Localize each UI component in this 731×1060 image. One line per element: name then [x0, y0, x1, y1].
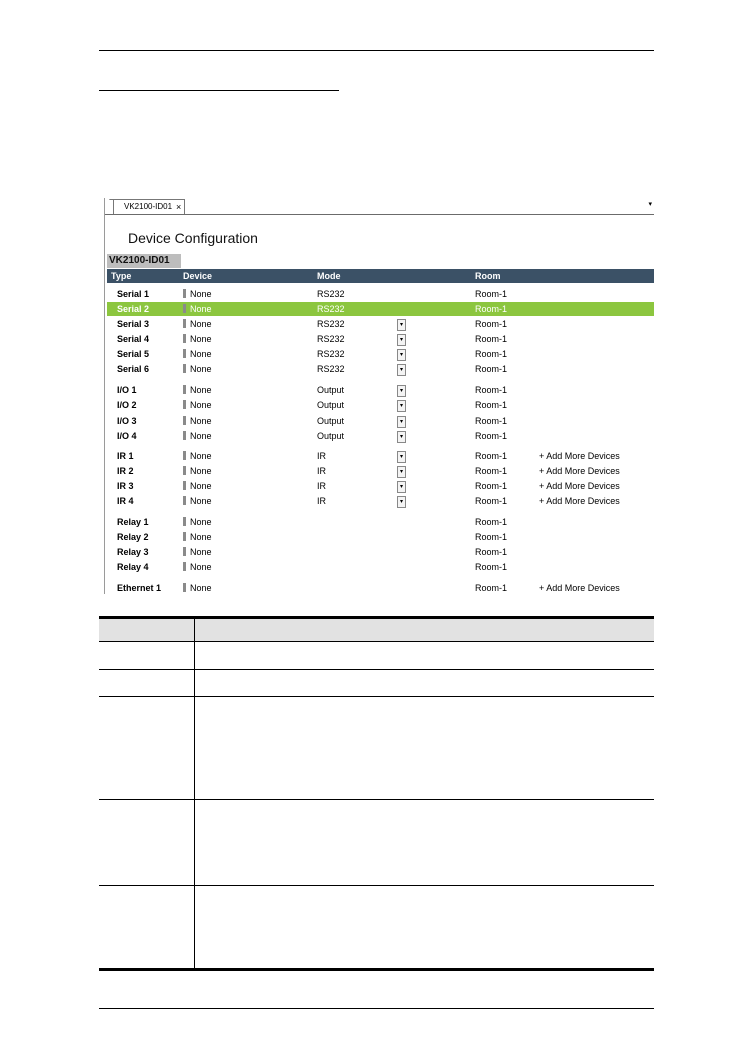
table-row[interactable]	[107, 347, 654, 361]
room-cell: Room-1	[475, 466, 508, 476]
mode-cell: RS232	[317, 364, 345, 374]
add-more-devices-link[interactable]: + Add More Devices	[539, 451, 620, 461]
type-cell: I/O 4	[117, 431, 137, 441]
mode-cell: RS232	[317, 334, 345, 344]
type-cell: I/O 3	[117, 416, 137, 426]
add-more-devices-link[interactable]: + Add More Devices	[539, 466, 620, 476]
table-row[interactable]	[107, 332, 654, 346]
table-row[interactable]	[107, 287, 654, 301]
mode-cell: IR	[317, 466, 326, 476]
type-cell: Relay 2	[117, 532, 149, 542]
table-row[interactable]	[107, 464, 654, 478]
device-cell: None	[183, 289, 212, 299]
device-cell: None	[183, 562, 212, 572]
table-row[interactable]	[107, 494, 654, 508]
table-row[interactable]	[107, 362, 654, 376]
room-cell: Room-1	[475, 416, 508, 426]
mode-cell: RS232	[317, 319, 345, 329]
mode-cell: Output	[317, 431, 345, 441]
type-cell: IR 1	[117, 451, 134, 461]
room-cell: Room-1	[475, 319, 508, 329]
config-id-label: VK2100-ID01	[107, 254, 181, 268]
type-cell: I/O 2	[117, 400, 137, 410]
device-cell: None	[183, 364, 212, 374]
device-cell: None	[183, 319, 212, 329]
room-cell: Room-1	[475, 385, 508, 395]
mode-dropdown-icon[interactable]: ▾	[397, 496, 406, 508]
row-divider	[99, 669, 654, 670]
type-cell: Relay 1	[117, 517, 149, 527]
mode-cell: RS232	[317, 289, 345, 299]
row-divider	[99, 799, 654, 800]
device-cell: None	[183, 583, 212, 593]
column-room: Room	[475, 271, 501, 281]
table-row[interactable]	[107, 383, 654, 397]
table-row[interactable]	[107, 545, 654, 559]
device-cell: None	[183, 481, 212, 491]
table-row[interactable]	[107, 429, 654, 443]
mode-cell: IR	[317, 481, 326, 491]
type-cell: IR 2	[117, 466, 134, 476]
room-cell: Room-1	[475, 400, 508, 410]
table-row[interactable]	[107, 414, 654, 428]
column-divider	[194, 616, 195, 971]
type-cell: Relay 4	[117, 562, 149, 572]
type-cell: Serial 3	[117, 319, 150, 329]
mode-cell: IR	[317, 451, 326, 461]
room-cell: Room-1	[475, 547, 508, 557]
device-cell: None	[183, 385, 212, 395]
tab-label: VK2100-ID01	[124, 202, 173, 211]
type-cell: I/O 1	[117, 385, 137, 395]
page-title: Device Configuration	[128, 230, 258, 246]
device-cell: None	[183, 349, 212, 359]
mode-cell: IR	[317, 496, 326, 506]
mode-cell: RS232	[317, 349, 345, 359]
device-cell: None	[183, 416, 212, 426]
type-cell: IR 3	[117, 481, 134, 491]
row-divider	[99, 885, 654, 886]
room-cell: Room-1	[475, 562, 508, 572]
top-rule	[99, 50, 654, 51]
table-row[interactable]	[107, 479, 654, 493]
room-cell: Room-1	[475, 431, 508, 441]
device-cell: None	[183, 532, 212, 542]
mode-dropdown-icon[interactable]: ▾	[397, 349, 406, 361]
room-cell: Room-1	[475, 289, 508, 299]
mode-dropdown-icon[interactable]: ▾	[397, 431, 406, 443]
mode-dropdown-icon[interactable]: ▾	[397, 466, 406, 478]
type-cell: Ethernet 1	[117, 583, 162, 593]
type-cell: Serial 2	[117, 304, 150, 314]
mode-cell: RS232	[317, 304, 345, 314]
table-row[interactable]	[107, 317, 654, 331]
tab-bar	[105, 198, 654, 215]
type-cell: Serial 4	[117, 334, 150, 344]
device-cell: None	[183, 517, 212, 527]
column-device: Device	[183, 271, 213, 281]
room-cell: Room-1	[475, 364, 508, 374]
column-mode: Mode	[317, 271, 341, 281]
table-row[interactable]	[107, 560, 654, 574]
device-cell: None	[183, 451, 212, 461]
type-cell: Serial 1	[117, 289, 150, 299]
room-cell: Room-1	[475, 481, 508, 491]
mode-dropdown-icon[interactable]: ▾	[397, 334, 406, 346]
add-more-devices-link[interactable]: + Add More Devices	[539, 496, 620, 506]
table-row[interactable]	[107, 581, 654, 594]
mode-cell: Output	[317, 385, 345, 395]
column-type: Type	[111, 271, 132, 281]
table-header	[107, 269, 654, 283]
room-cell: Room-1	[475, 334, 508, 344]
type-cell: Relay 3	[117, 547, 149, 557]
mode-cell: Output	[317, 416, 345, 426]
device-cell: None	[183, 431, 212, 441]
row-divider	[99, 641, 654, 642]
close-icon[interactable]: ×	[176, 202, 182, 212]
device-cell: None	[183, 547, 212, 557]
table-row[interactable]	[107, 530, 654, 544]
device-cell: None	[183, 304, 212, 314]
room-cell: Room-1	[475, 451, 508, 461]
table-row[interactable]	[107, 449, 654, 463]
add-more-devices-link[interactable]: + Add More Devices	[539, 481, 620, 491]
table-row[interactable]	[107, 302, 654, 316]
device-cell: None	[183, 466, 212, 476]
mode-dropdown-icon[interactable]: ▾	[397, 481, 406, 493]
device-cell: None	[183, 400, 212, 410]
room-cell: Room-1	[475, 349, 508, 359]
room-cell: Room-1	[475, 583, 508, 593]
footer-rule	[99, 1008, 654, 1009]
type-cell: IR 4	[117, 496, 134, 506]
mode-cell: Output	[317, 400, 345, 410]
tab-vk2100-id01[interactable]	[113, 199, 185, 214]
room-cell: Room-1	[475, 517, 508, 527]
row-divider	[99, 696, 654, 697]
description-table	[99, 616, 654, 971]
section-heading-rule	[99, 90, 339, 91]
mode-dropdown-icon[interactable]: ▾	[397, 385, 406, 397]
room-cell: Room-1	[475, 496, 508, 506]
device-configuration-panel	[104, 198, 654, 594]
table-row[interactable]	[107, 398, 654, 412]
mode-dropdown-icon[interactable]: ▾	[397, 319, 406, 331]
mode-dropdown-icon[interactable]: ▾	[397, 451, 406, 463]
table-bottom-rule	[99, 968, 654, 971]
device-cell: None	[183, 496, 212, 506]
chevron-down-icon[interactable]: ▾	[648, 201, 652, 208]
room-cell: Room-1	[475, 304, 508, 314]
table-header-band	[99, 616, 654, 641]
device-cell: None	[183, 334, 212, 344]
mode-dropdown-icon[interactable]: ▾	[397, 364, 406, 376]
add-more-devices-link[interactable]: + Add More Devices	[539, 583, 620, 593]
mode-dropdown-icon[interactable]: ▾	[397, 400, 406, 412]
room-cell: Room-1	[475, 532, 508, 542]
table-row[interactable]	[107, 515, 654, 529]
type-cell: Serial 5	[117, 349, 150, 359]
mode-dropdown-icon[interactable]: ▾	[397, 416, 406, 428]
type-cell: Serial 6	[117, 364, 150, 374]
